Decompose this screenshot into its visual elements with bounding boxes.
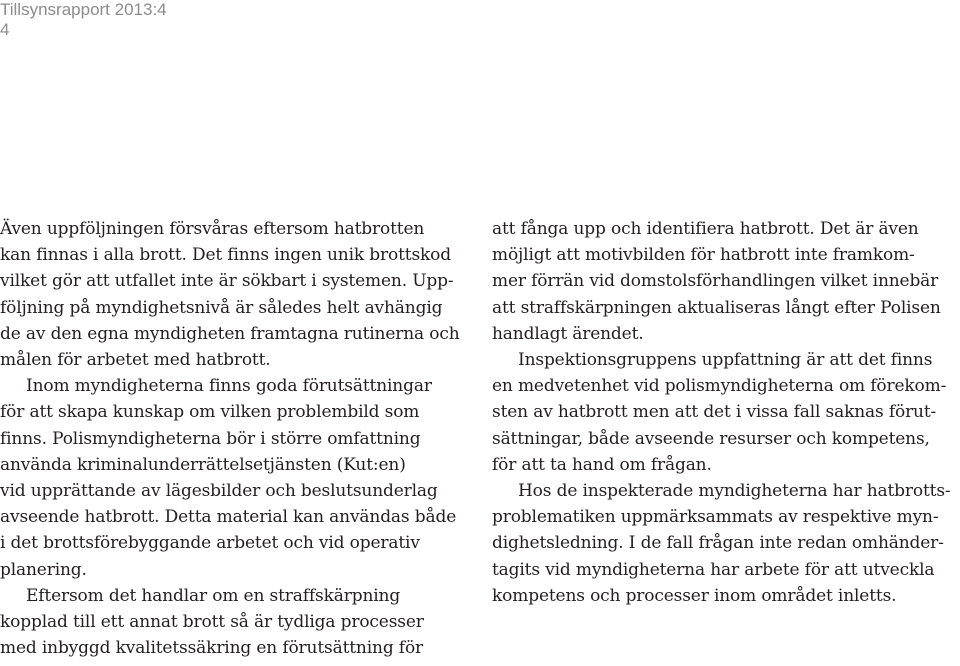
- text-line: de av den egna myndigheten framtagna rutinerna och: [0, 323, 460, 344]
- text-line: med inbyggd kvalitetssäkring en förutsättning för: [0, 638, 424, 659]
- text-line: använda kriminalunderrättelsetjänsten (Kut:en): [0, 454, 406, 475]
- text-line: i det brottsförebyggande arbetet och vid operativ: [0, 533, 420, 554]
- paragraph-first-line: Inspektionsgruppens uppfattning är att det finns: [518, 350, 933, 371]
- text-line: Även uppföljningen försvåras eftersom hatbrotten: [0, 219, 425, 239]
- text-line: tagits vid myndigheterna har arbete för att utveckla: [492, 559, 935, 580]
- text-line: följning på myndighetsnivå är således helt avhängig: [0, 297, 443, 318]
- text-line: finns. Polismyndigheterna bör i större omfattning: [0, 428, 421, 449]
- text-line: sättningar, både avseende resurser och kompetens,: [492, 428, 930, 449]
- right-text-column: [492, 216, 960, 609]
- left-text-column: [0, 216, 468, 661]
- text-line: problematiken uppmärksammats av respektive myn-: [492, 507, 939, 528]
- text-line: för att skapa kunskap om vilken problembild som: [0, 402, 420, 423]
- text-line: vid upprättande av lägesbilder och beslutsunderlag: [0, 481, 438, 502]
- text-line: att straffskärpningen aktualiseras långt efter Polisen: [492, 297, 941, 318]
- text-line: för att ta hand om frågan.: [492, 454, 712, 475]
- text-line: sten av hatbrott men att det i vissa fall saknas förut-: [492, 402, 937, 423]
- text-line: kopplad till ett annat brott så är tydliga processer: [0, 612, 424, 633]
- text-line: målen för arbetet med hatbrott.: [0, 350, 271, 371]
- paragraph-first-line: Hos de inspekterade myndigheterna har hatbrotts-: [518, 481, 951, 502]
- text-line: dighetsledning. I de fall frågan inte redan omhänder-: [492, 533, 944, 554]
- text-line: planering.: [0, 559, 87, 580]
- text-line: mer förrän vid domstolsförhandlingen vilket innebär: [492, 271, 939, 292]
- paragraph-first-line: Eftersom det handlar om en straffskärpning: [26, 585, 401, 606]
- page-number: 4: [0, 20, 10, 39]
- report-title: Tillsynsrapport 2013:4: [0, 0, 167, 19]
- text-line: vilket gör att utfallet inte är sökbart i systemen. Upp-: [0, 271, 454, 292]
- paragraph-first-line: Inom myndigheterna finns goda förutsättningar: [26, 376, 432, 397]
- text-line: kan finnas i alla brott. Det finns ingen unik brottskod: [0, 245, 451, 266]
- text-line: avseende hatbrott. Detta material kan användas både: [0, 507, 457, 528]
- text-line: möjligt att motivbilden för hatbrott inte framkom-: [492, 245, 915, 266]
- text-line: en medvetenhet vid polismyndigheterna om förekom-: [492, 376, 947, 397]
- text-line: handlagt ärendet.: [492, 323, 644, 344]
- text-line: att fånga upp och identifiera hatbrott. Det är även: [492, 219, 919, 239]
- running-header: [0, 0, 167, 40]
- text-line: kompetens och processer inom området inletts.: [492, 585, 897, 606]
